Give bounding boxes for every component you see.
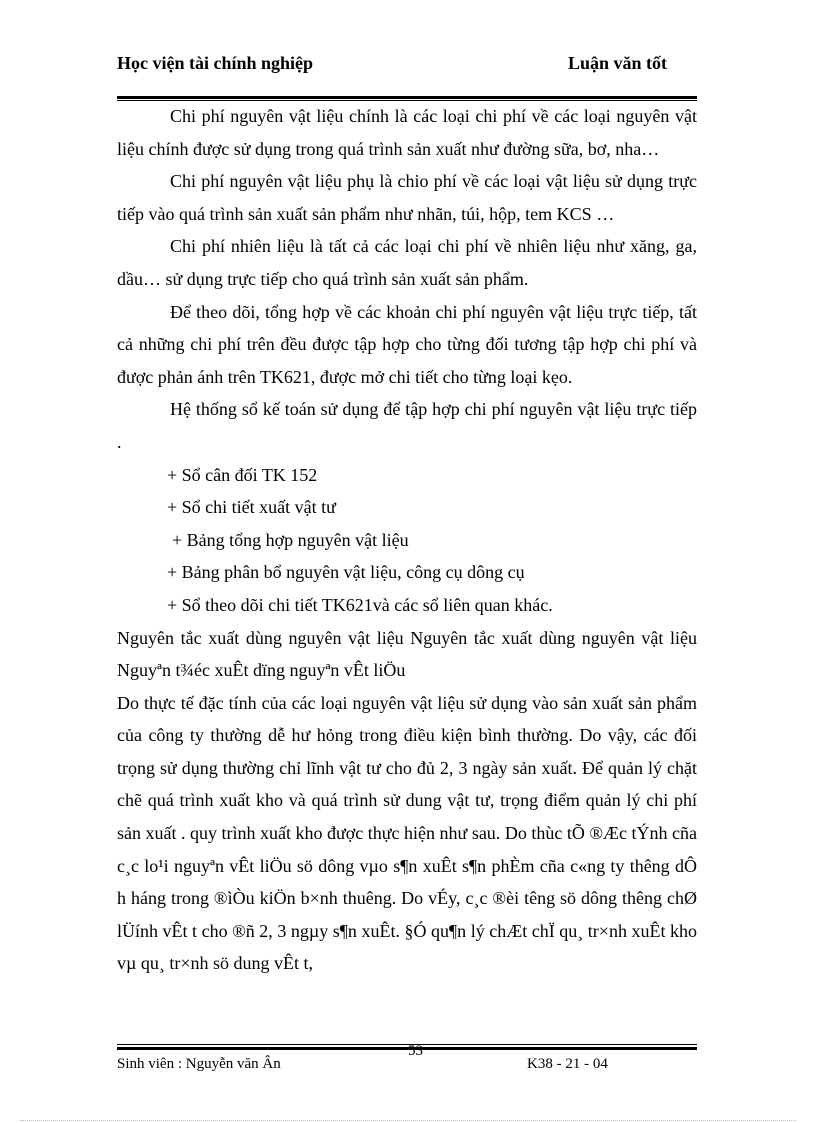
paragraph: Để theo dõi, tổng hợp về các khoản chi phí nguyên vật liệu trực tiếp, tất cả những chi phí trên đều được tập hợp cho từng đối tương tập hợp chi phí và được phản ánh trên TK621, được mở chi tiết cho từng loại kẹo.: [117, 301, 697, 387]
body-text: [117, 100, 697, 980]
header-thesis-title: Luận văn tốt: [568, 53, 668, 73]
paragraph: Chi phí nguyên vật liệu phụ là chio phí về các loại vật liệu sử dụng trực tiếp vào quá trình sản xuất sản phẩm như nhãn, túi, hộp, tem KCS …: [117, 171, 697, 224]
list-item: + Sổ cân đối TK 152: [167, 464, 318, 485]
list-item: + Bảng phân bổ nguyên vật liệu, công cụ dông cụ: [167, 562, 525, 583]
paragraph: Chi phí nhiên liệu là tất cả các loại chi phí về nhiên liệu như xăng, ga, dầu… sử dụng trực tiếp cho quá trình sản xuất sản phẩm.: [117, 236, 697, 289]
footer-class-code: K38 - 21 - 04: [527, 1056, 608, 1072]
list-item: + Sổ theo dõi chi tiết TK621và các sổ liên quan khác.: [167, 594, 553, 615]
footer-rule-thick: [117, 1047, 697, 1050]
header-rule-thick: [117, 96, 697, 99]
page-edge-divider: [20, 1120, 796, 1121]
list-item: + Sổ chi tiết xuất vật tư: [167, 497, 336, 518]
footer-rule-thin: [117, 1044, 697, 1045]
list-item: + Bảng tổng hợp nguyên vật liệu: [172, 529, 409, 550]
footer-student: Sinh viên : Nguyễn văn Ân: [117, 1056, 281, 1072]
paragraph: Hệ thống sổ kế toán sử dụng để tập hợp chi phí nguyên vật liệu trực tiếp .: [117, 399, 697, 452]
page-number: 53: [408, 1043, 423, 1059]
principle-paragraph: Nguyên tắc xuất dùng nguyên vật liệu Nguyên tắc xuất dùng nguyên vật liệu Nguyªn t¾éc xuÊt dïng nguyªn vÊt liÖu: [117, 627, 697, 681]
header-institution: Học viện tài chính nghiệp: [117, 53, 314, 73]
closing-paragraph: Do thực tế đặc tính của các loại nguyên vật liệu sử dụng vào sản xuất sản phẩm của công ty thường dễ hư hỏng trong điều kiện bình thường. Do vậy, các đối trọng sử dụng thường chỉ lĩnh vật tư cho đủ 2, 3 ngày sản xuất. Để quản lý chặt chẽ quá trình xuất kho và quá trình sử dung vật tư, trọng điểm quản lý chi phí sản xuất . quy trình xuất kho được thực hiện như sau. Do thùc tÕ ®Æc tÝnh cña c¸c lo¹i nguyªn vÊt liÖu sö dông vµo s¶n xuÊt s¶n phÈm cña c«ng ty thêng dÔ h háng trong ®ìÒu kiÖn b×nh thuêng. Do vÉy, c¸c ®èi têng sö dông thêng chØ lÜính vÊt t cho ®ñ 2, 3 ngµy s¶n xuÊt. §Ó qu¶n lý chÆt chÏ qu¸ tr×nh xuÊt kho vµ qu¸ tr×nh sö dung vÊt t,: [117, 692, 697, 974]
paragraph: Chi phí nguyên vật liệu chính là các loại chi phí về các loại nguyên vật liệu chính được sử dụng trong quá trình sản xuất như đường sữa, bơ, nha…: [117, 106, 697, 159]
